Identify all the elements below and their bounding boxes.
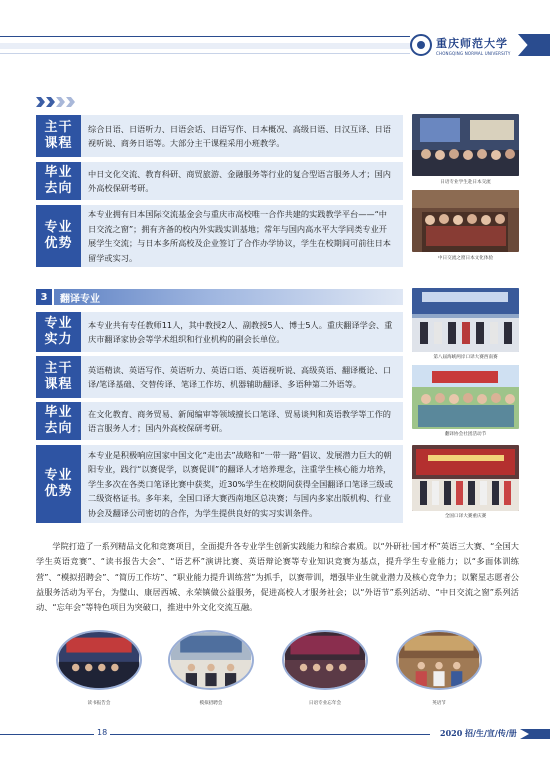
row-label: 毕业 去向: [36, 402, 81, 440]
photo-japanese-year-end: [282, 630, 368, 690]
photo-english-festival: [396, 630, 482, 690]
photo-reading-report: [56, 630, 142, 690]
japanese-advantage-row: [36, 205, 403, 267]
photo-caption: 模拟招聘会: [199, 701, 223, 706]
row-text: 在文化教育、商务贸易、新闻编审等领域擅长口笔译、贸易谈判和英语教学等工作的语言服务人才；国内外高校保研考研。: [88, 408, 391, 433]
photo-caption: 翻译协会社团活动节: [444, 432, 487, 437]
photo-mock-recruitment: [168, 630, 254, 690]
photo-japan-exchange: [412, 114, 519, 176]
school-seal-icon: [410, 34, 432, 56]
row-text: 本专业共有专任教师11人，其中教授2人、副教授5人、博士5人。重庆翻译学会、重庆市翻译家协会等学术组织和行业机构的副会长单位。: [88, 319, 393, 344]
chevron-right-icon: [46, 97, 55, 107]
translation-career-row: [36, 402, 403, 440]
row-label: 毕业 去向: [36, 162, 81, 200]
photo-caption: 英语节: [432, 701, 446, 706]
row-label: 专业 优势: [36, 205, 81, 267]
row-text: 本专业是积极响应国家中国文化“走出去”战略和“一带一路”倡议、发展潜力巨大的朝阳专业，践行“以赛促学，以赛促训”的翻译人才培养理念，注重学生核心能力培养，学生多次在各类口笔译比赛中获奖，近30%学生在校期间获得全国翻译口笔译三级或二级资格证书。多年来，全国口译大赛西南地区总决赛；与国内多家出版机构、行业协会及翻译公司密切的合作，为学生提供良好的实习实训条件。: [88, 449, 393, 518]
header-chevron-decoration: [518, 34, 550, 56]
japanese-career-row: [36, 162, 403, 200]
school-logo: [410, 32, 518, 58]
row-text: 中日文化交流、教育科研、商贸旅游、金融服务等行业的复合型语言服务人才；国内外高校保研考研。: [88, 168, 391, 193]
summary-paragraph: 学院打造了一系列精品文化和竞赛项目，全面提升各专业学生创新实践能力和综合素质。以“外研社·国才杯”英语三大赛、“全国大学生英语竞赛”、“读书报告大会”、“语艺杯”演讲比赛、英语辩论赛等专业知识竞赛为基点，提升学生专业能力；以“多面体训练营”、“模拟招聘会”、“简历工作坊”、“职业能力提升训练营”为抓手，以赛带训，增强毕业生就业潜力及核心竞争力；以繁星志愿者公益服务活动为平台，为璧山、康居西城、永荣镇做公益服务，促进高校人才服务社会；以“外语节”系列活动、“中日交流之窗”系列活动、“忘年会”等特色项目为突破口，推进中外文化交流互融。: [36, 541, 519, 613]
footer-title: 2020 招/生/宣/传/册: [440, 728, 517, 738]
row-label: 专业 优势: [36, 445, 81, 523]
photo-japan-culture: [412, 190, 519, 252]
row-text: 综合日语、日语听力、日语会话、日语写作、日本概况、高级日语、日汉互译、日语视听说、商务日语等。大部分主干课程采用小班教学。: [88, 123, 391, 148]
section-header-translation: [36, 289, 403, 305]
row-label: 专业 实力: [36, 312, 81, 352]
photo-caption: 日语专业忘年会: [308, 701, 342, 706]
section-title: 翻译专业: [54, 289, 403, 305]
photo-interpreting-contest: [412, 288, 519, 352]
photo-national-contest: [412, 445, 519, 511]
row-text: 英语精读、英语写作、英语听力、英语口语、英语视听说、高级英语、翻译概论、口译/笔译基础、交替传译、笔译工作坊、机器辅助翻译、多语种第二外语等。: [88, 364, 391, 389]
footer: [0, 728, 550, 740]
japanese-courses-row: [36, 115, 403, 157]
header-rule: [0, 36, 410, 54]
chevron-decoration: [36, 97, 75, 107]
photo-caption: 读书报告会: [87, 701, 111, 706]
school-name: 重庆师范大学: [436, 36, 508, 50]
page-number: 18: [94, 728, 110, 737]
photo-caption: 全国口译大赛重庆赛: [444, 514, 487, 519]
footer-rule: [0, 734, 430, 735]
row-label: 主干 课程: [36, 115, 81, 157]
translation-strength-row: [36, 312, 403, 352]
chevron-right-icon: [56, 97, 65, 107]
row-text: 本专业拥有日本国际交流基金会与重庆市高校唯一合作共建的实践教学平台——“中日交流之窗”；拥有齐备的校内外实践实训基地；常年与国内高水平大学同类专业开展学生交流；与日本多所高校及企业签订了合作办学协议，学生在校期间可前往日本留学或实习。: [88, 209, 391, 263]
translation-courses-row: [36, 356, 403, 398]
photo-translation-club: [412, 365, 519, 429]
chevron-right-icon: [66, 97, 75, 107]
footer-chevron-decoration: [520, 729, 550, 739]
photo-caption: 日语专业学生赴日本交流: [440, 180, 491, 185]
photo-caption: 第八届海峡两岸口译大赛西南赛: [433, 355, 498, 360]
section-number: 3: [36, 289, 52, 305]
chevron-right-icon: [36, 97, 45, 107]
school-name-en: CHONGQING NORMAL UNIVERSITY: [436, 50, 511, 56]
photo-caption: 中日交流之窗日本文化体验: [437, 256, 494, 261]
translation-advantage-row: [36, 445, 403, 523]
row-label: 主干 课程: [36, 356, 81, 398]
